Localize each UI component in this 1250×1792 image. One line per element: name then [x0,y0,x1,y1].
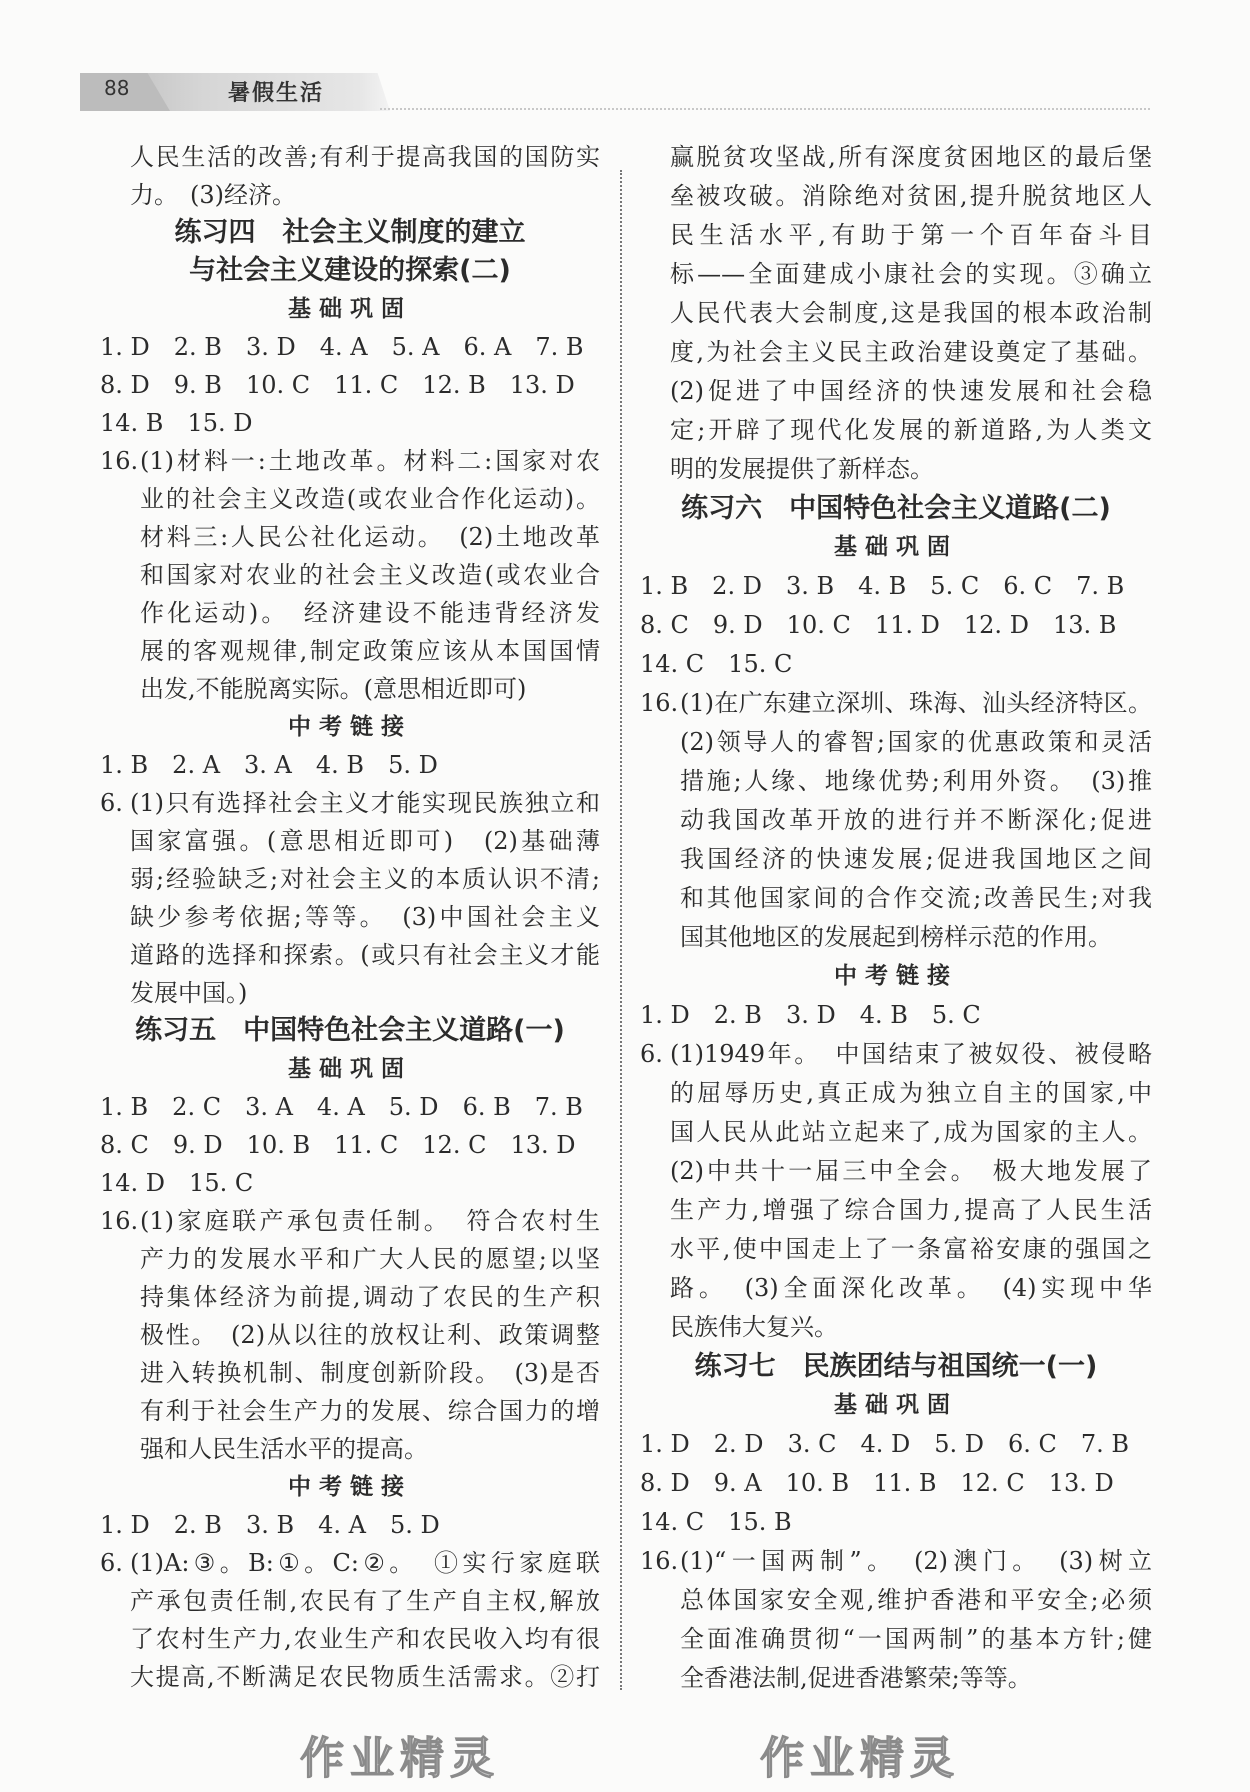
answer-item: 9. B [173,371,222,399]
answer-item: 5. C [931,1001,981,1029]
watermark-logo: 作业精灵 [760,1733,960,1784]
answer-text-line: 展的客观规律,制定政策应该从本国国情 [140,637,600,665]
answer-row [100,1088,600,1126]
answer-item: 14. C [640,1508,705,1536]
answer-item: 15. C [189,1169,254,1197]
question-answer [640,1035,1152,1347]
answer-text-line: (1)“一国两制”。 (2)澳门。 (3)树立 [680,1547,1152,1575]
answer-text-line: 和其他国家间的合作交流;改善民生;对我 [680,884,1152,912]
header-rule [380,108,1150,110]
answer-item: 6. C [1008,1430,1057,1458]
answer-item: 8. C [100,1131,149,1159]
answer-item: 1. B [100,1093,149,1121]
question-number: 6. [640,1040,663,1068]
answer-item: 2. D [712,572,762,600]
answer-text-line: 产承包责任制,农民有了生产自主权,解放 [130,1587,600,1615]
answer-text-line: 产力的发展水平和广大人民的愿望;以坚 [140,1245,600,1273]
subsection-heading: 基础巩固 [288,1056,412,1082]
right-column [640,138,1152,1698]
answer-item: 6. A [463,333,512,361]
subsection-heading: 中考链接 [288,1474,412,1500]
answer-text-line: (2)促进了中国经济的快速发展和社会稳 [670,377,1152,405]
answer-row [640,645,1152,684]
answer-item: 10. B [785,1469,850,1497]
answer-text-line: 国家富强。(意思相近即可) (2)基础薄 [130,827,600,855]
answer-text-line: (1)家庭联产承包责任制。 符合农村生 [140,1207,600,1235]
answer-text-line: 我国经济的快速发展;促进我国地区之间 [680,845,1152,873]
continued-answer [100,138,600,214]
answer-text-line: 路。 (3)全面深化改革。 (4)实现中华 [670,1274,1152,1302]
answer-text-line: 动我国改革开放的进行并不断深化;促进 [680,806,1152,834]
answer-item: 4. A [318,1511,366,1539]
answer-item: 5. D [388,1093,439,1121]
answer-text-line: (1)在广东建立深圳、珠海、汕头经济特区。 [680,689,1152,717]
answer-text-line: 的屈辱历史,真正成为独立自主的国家,中 [670,1079,1152,1107]
answer-text-line: 全香港法制,促进香港繁荣;等等。 [680,1664,1032,1692]
answer-item: 1. D [640,1430,690,1458]
answer-item: 9. A [713,1469,762,1497]
answer-item: 3. D [245,333,296,361]
answer-item: 7. B [1076,572,1125,600]
answer-text-line: 措施;人缘、地缘优势;利用外资。 (3)推 [680,767,1152,795]
question-answer [640,684,1152,957]
answer-item: 14. B [100,409,164,437]
answer-text-line: 全面准确贯彻“一国两制”的基本方针;健 [680,1625,1152,1653]
answer-item: 9. D [712,611,763,639]
answer-item: 11. B [873,1469,937,1497]
answer-text-line: 标——全面建成小康社会的实现。③确立 [670,260,1152,288]
answer-item: 3. A [244,751,292,779]
answer-item: 12. C [422,1131,487,1159]
answer-row [100,1164,600,1202]
question-answer [100,442,600,708]
watermark-logo: 作业精灵 [300,1733,500,1784]
answer-item: 5. C [930,572,980,600]
answer-text-line: 了农村生产力,农业生产和农民收入均有很 [130,1625,600,1653]
answer-item: 11. C [334,1131,399,1159]
answer-item: 3. B [785,572,835,600]
question-answer [100,784,600,1012]
answer-item: 5. D [388,751,438,779]
answer-text-line: 国人民从此站立起来了,成为国家的主人。 [670,1118,1152,1146]
answer-text-line: 垒被攻破。消除绝对贫困,提升脱贫地区人 [670,182,1152,210]
book-title: 暑假生活 [228,81,325,106]
answer-item: 13. D [509,371,575,399]
subsection-heading: 中考链接 [288,714,412,740]
answer-text-line: 国其他地区的发展起到榜样示范的作用。 [680,923,1112,951]
answer-item: 2. C [172,1093,222,1121]
answer-row [640,996,1152,1035]
answer-item: 14. C [640,650,705,678]
answer-item: 3. D [785,1001,836,1029]
answer-text-line: 持集体经济为前提,调动了农民的生产积 [140,1283,600,1311]
answer-item: 4. A [319,333,368,361]
answer-item: 3. A [245,1093,293,1121]
answer-item: 12. B [422,371,486,399]
answer-text-line: 材料三:人民公社化运动。 (2)土地改革 [140,523,600,551]
subsection-heading: 基础巩固 [288,296,412,322]
answer-item: 15. C [728,650,793,678]
answer-item: 2. D [713,1430,764,1458]
answer-item: 5. D [389,1511,440,1539]
answer-item: 3. B [245,1511,295,1539]
answer-item: 1. D [640,1001,690,1029]
answer-item: 10. C [245,371,311,399]
continued-answer [640,138,1152,489]
answer-text-line: 度,为社会主义民主政治建设奠定了基础。 [670,338,1152,366]
answer-item: 7. B [534,1093,583,1121]
answer-item: 13. D [510,1131,576,1159]
answer-row [640,567,1152,606]
answer-item: 12. C [960,1469,1025,1497]
answer-text-line: (1)A:③。B:①。C:②。 ①实行家庭联 [130,1549,600,1577]
answer-item: 4. D [860,1430,911,1458]
answer-item: 4. B [859,1001,908,1029]
answer-row [100,404,600,442]
answer-item: 15. B [728,1508,792,1536]
answer-item: 8. D [640,1469,690,1497]
answer-text-line: 出发,不能脱离实际。(意思相近即可) [140,675,527,703]
answer-item: 2. B [173,333,222,361]
answer-text-line: 人民生活的改善;有利于提高我国的国防实 [130,143,600,171]
answer-item: 2. A [172,751,221,779]
subsection-heading: 基础巩固 [834,534,958,560]
question-answer [100,1202,600,1468]
answer-item: 1. B [100,751,149,779]
answer-item: 2. B [173,1511,222,1539]
answer-text-line: 赢脱贫攻坚战,所有深度贫困地区的最后堡 [670,143,1152,171]
answer-text-line: 总体国家安全观,维护香港和平安全;必须 [680,1586,1152,1614]
question-number: 6. [100,789,123,817]
answer-item: 1. D [100,1511,150,1539]
answer-item: 10. B [246,1131,311,1159]
answer-row [640,1503,1152,1542]
question-number: 16. [640,689,679,717]
answer-item: 1. B [640,572,689,600]
answer-row [100,366,600,404]
answer-text-line: 发展中国。) [130,979,248,1007]
answer-text-line: (1)材料一:土地改革。材料二:国家对农 [140,447,600,475]
answer-text-line: 力。 (3)经济。 [130,181,296,209]
section-title: 练习七 民族团结与祖国统一(一) [694,1351,1098,1382]
answer-item: 15. D [187,409,253,437]
answer-text-line: 民生活水平,有助于第一个百年奋斗目 [670,221,1152,249]
answer-text-line: 弱;经验缺乏;对社会主义的本质认识不清; [130,865,600,893]
answer-item: 9. D [172,1131,223,1159]
column-divider [620,170,622,1690]
answer-row [100,1506,600,1544]
answer-item: 7. B [535,333,584,361]
answer-item: 10. C [786,611,851,639]
answer-text-line: 有利于社会生产力的发展、综合国力的增 [140,1397,600,1425]
section-title: 练习六 中国特色社会主义道路(二) [681,493,1111,524]
answer-item: 8. D [100,371,150,399]
answer-text-line: (2)中共十一届三中全会。 极大地发展了 [670,1157,1152,1185]
answer-item: 4. A [316,1093,365,1121]
answer-item: 5. D [934,1430,985,1458]
answer-text-line: 定;开辟了现代化发展的新道路,为人类文 [670,416,1152,444]
answer-item: 1. D [100,333,150,361]
answer-text-line: 道路的选择和探索。(或只有社会主义才能 [130,941,600,969]
section-title: 与社会主义建设的探索(二) [189,255,511,286]
answer-text-line: 极性。 (2)从以往的放权让利、政策调整 [140,1321,600,1349]
answer-item: 13. B [1052,611,1117,639]
question-answer [100,1544,600,1696]
answer-text-line: 强和人民生活水平的提高。 [140,1435,428,1463]
question-number: 16. [100,1207,139,1235]
answer-text-line: (1)1949年。 中国结束了被奴役、被侵略 [670,1040,1152,1068]
question-number: 16. [100,447,139,475]
answer-text-line: 水平,使中国走上了一条富裕安康的强国之 [670,1235,1152,1263]
section-title: 练习五 中国特色社会主义道路(一) [135,1015,565,1046]
subsection-heading: 基础巩固 [834,1392,958,1418]
answer-row [100,328,600,366]
question-number: 6. [100,1549,123,1577]
section-title: 练习四 社会主义制度的建立 [174,217,526,248]
answer-text-line: (1)只有选择社会主义才能实现民族独立和 [130,789,600,817]
answer-text-line: 大提高,不断满足农民物质生活需求。②打 [130,1663,600,1691]
answer-text-line: (2)领导人的睿智;国家的优惠政策和灵活 [680,728,1152,756]
page-number: 88 [104,76,130,100]
answer-text-line: 作化运动)。 经济建设不能违背经济发 [140,599,600,627]
question-number: 16. [640,1547,679,1575]
answer-item: 4. B [858,572,907,600]
answer-item: 2. B [713,1001,762,1029]
answer-text-line: 和国家对农业的社会主义改造(或农业合 [140,561,600,589]
answer-text-line: 生产力,增强了综合国力,提高了人民生活 [670,1196,1152,1224]
answer-text-line: 民族伟大复兴。 [670,1313,838,1341]
answer-text-line: 业的社会主义改造(或农业合作化运动)。 [140,485,600,513]
answer-item: 4. B [315,751,365,779]
answer-item: 8. C [640,611,689,639]
answer-item: 5. A [391,333,440,361]
question-answer [640,1542,1152,1698]
answer-text-line: 明的发展提供了新样态。 [670,455,934,483]
answer-item: 6. C [1003,572,1053,600]
answer-row [640,1464,1152,1503]
answer-row [100,746,600,784]
answer-item: 13. D [1048,1469,1114,1497]
answer-text-line: 人民代表大会制度,这是我国的根本政治制 [670,299,1152,327]
answer-item: 12. D [963,611,1029,639]
answer-item: 7. B [1080,1430,1130,1458]
answer-row [100,1126,600,1164]
answer-item: 6. B [462,1093,511,1121]
answer-row [640,606,1152,645]
answer-item: 14. D [100,1169,166,1197]
answer-item: 3. C [787,1430,837,1458]
answer-text-line: 缺少参考依据;等等。 (3)中国社会主义 [130,903,600,931]
answer-row [640,1425,1152,1464]
answer-item: 11. D [874,611,940,639]
subsection-heading: 中考链接 [834,963,958,989]
left-column [100,138,600,1696]
answer-item: 11. C [334,371,399,399]
answer-text-line: 进入转换机制、制度创新阶段。 (3)是否 [140,1359,600,1387]
